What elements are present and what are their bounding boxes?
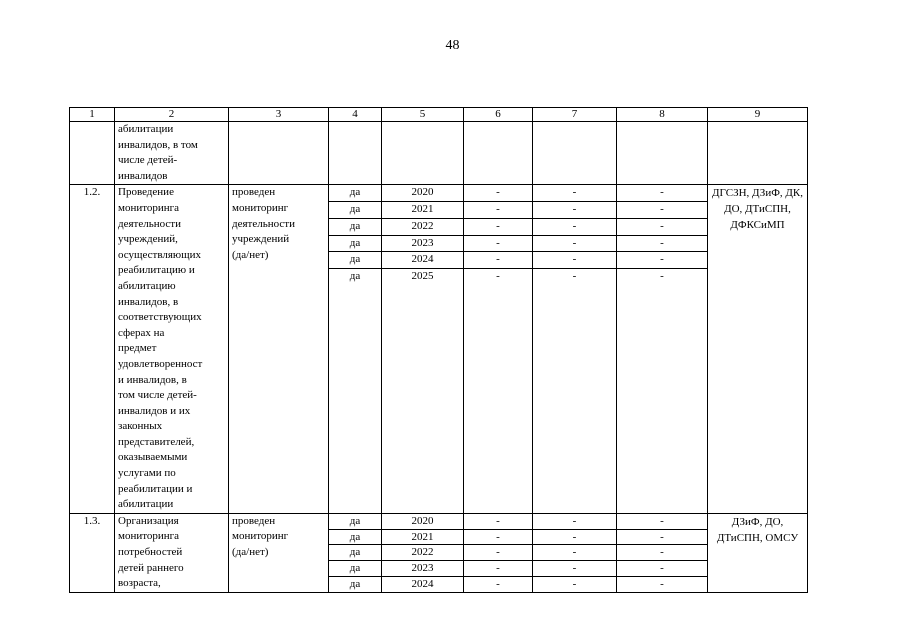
value-cell: -: [464, 545, 533, 561]
value-cell: да: [329, 185, 382, 202]
page-number: 48: [445, 38, 460, 53]
value-cell: -: [617, 529, 708, 545]
year-cell: 2021: [382, 202, 464, 219]
indicator-cell: проведен мониторинг деятельности учреждений (да/нет): [229, 185, 329, 513]
year-cell: 2021: [382, 529, 464, 545]
description-cell: Организация мониторинга потребностей детей раннего возраста,: [115, 513, 229, 592]
value-cell: -: [533, 235, 617, 252]
table-cell: [382, 122, 464, 185]
value-cell: -: [617, 513, 708, 529]
column-header: 2: [115, 108, 229, 122]
value-cell: -: [464, 529, 533, 545]
column-header: 8: [617, 108, 708, 122]
value-cell: -: [617, 218, 708, 235]
value-cell: -: [617, 561, 708, 577]
column-header: 4: [329, 108, 382, 122]
value-cell: -: [464, 269, 533, 514]
value-cell: -: [464, 202, 533, 219]
column-number-row: [70, 108, 808, 122]
num-cell: [70, 122, 115, 185]
item-number: 1.3.: [70, 513, 115, 592]
table-cell: [329, 122, 382, 185]
year-cell: 2023: [382, 235, 464, 252]
description-cell: Проведение мониторинга деятельности учреждений, осуществляющих реабилитацию и абилитацию инвалидов, в соответствующих сферах на предмет удовлетворенност и инвалидов, в том числе детей- инвалидов и их законных представителей, оказываемыми услугами по реабилитации и абилитации: [115, 185, 229, 513]
value-cell: да: [329, 202, 382, 219]
responsible-cell: [708, 122, 808, 185]
table-cell: [533, 122, 617, 185]
value-cell: да: [329, 545, 382, 561]
value-cell: -: [617, 202, 708, 219]
value-cell: да: [329, 513, 382, 529]
value-cell: -: [464, 561, 533, 577]
value-cell: да: [329, 269, 382, 514]
value-cell: да: [329, 218, 382, 235]
value-cell: -: [464, 185, 533, 202]
year-cell: 2024: [382, 252, 464, 269]
value-cell: -: [617, 545, 708, 561]
item-number: 1.2.: [70, 185, 115, 513]
year-cell: 2020: [382, 185, 464, 202]
value-cell: -: [533, 513, 617, 529]
indicator-cell: [229, 122, 329, 185]
value-cell: -: [464, 513, 533, 529]
table-cell: [617, 122, 708, 185]
value-cell: да: [329, 561, 382, 577]
value-cell: -: [533, 577, 617, 593]
value-cell: -: [533, 561, 617, 577]
column-header: 7: [533, 108, 617, 122]
value-cell: -: [464, 252, 533, 269]
value-cell: -: [533, 545, 617, 561]
year-cell: 2023: [382, 561, 464, 577]
continuation-row: [70, 122, 808, 185]
value-cell: -: [617, 269, 708, 514]
column-header: 1: [70, 108, 115, 122]
value-cell: да: [329, 577, 382, 593]
year-cell: 2022: [382, 218, 464, 235]
value-cell: -: [533, 218, 617, 235]
column-header: 3: [229, 108, 329, 122]
value-cell: -: [617, 235, 708, 252]
value-cell: -: [464, 235, 533, 252]
indicator-cell: проведен мониторинг (да/нет): [229, 513, 329, 592]
value-cell: да: [329, 235, 382, 252]
column-header: 6: [464, 108, 533, 122]
value-cell: -: [533, 529, 617, 545]
year-cell: 2022: [382, 545, 464, 561]
year-cell: 2025: [382, 269, 464, 514]
value-cell: да: [329, 252, 382, 269]
table-row: [70, 185, 808, 202]
value-cell: -: [533, 269, 617, 514]
responsible-cell: ДЗиФ, ДО, ДТиСПН, ОМСУ: [708, 513, 808, 592]
value-cell: да: [329, 529, 382, 545]
table-cell: [464, 122, 533, 185]
value-cell: -: [464, 577, 533, 593]
value-cell: -: [617, 577, 708, 593]
value-cell: -: [533, 202, 617, 219]
value-cell: -: [533, 185, 617, 202]
column-header: 5: [382, 108, 464, 122]
column-header: 9: [708, 108, 808, 122]
value-cell: -: [533, 252, 617, 269]
program-table: [69, 107, 808, 593]
year-cell: 2024: [382, 577, 464, 593]
year-cell: 2020: [382, 513, 464, 529]
responsible-cell: ДГСЗН, ДЗиФ, ДК, ДО, ДТиСПН, ДФКСиМП: [708, 185, 808, 513]
value-cell: -: [617, 185, 708, 202]
value-cell: -: [464, 218, 533, 235]
description-cell: абилитации инвалидов, в том числе детей- инвалидов: [115, 122, 229, 185]
value-cell: -: [617, 252, 708, 269]
table-row: [70, 513, 808, 529]
